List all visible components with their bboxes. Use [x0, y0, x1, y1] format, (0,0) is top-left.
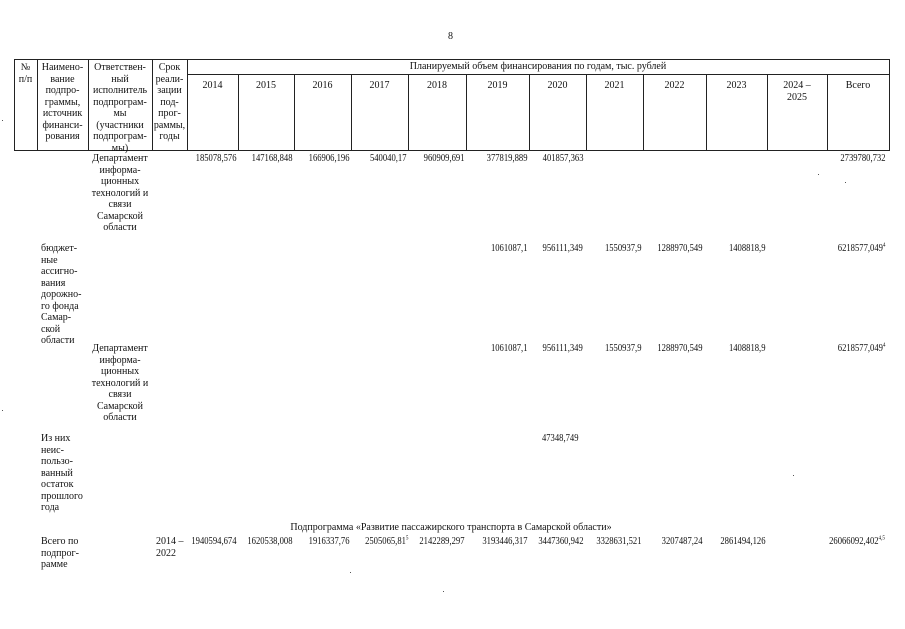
row5-2019: 3193446,317 [481, 536, 527, 547]
row1-2017: 540040,17 [369, 153, 406, 164]
row2-2023: 1408818,9 [728, 243, 765, 254]
scan-speck [818, 174, 819, 175]
row5-2016: 1916337,76 [308, 536, 349, 547]
header-funding-title: Планируемый объем финансирования по годам, тыс. рублей [409, 61, 667, 72]
row5-source: Всего по подпрог- рамме [41, 536, 79, 570]
year-total: Всего [845, 80, 871, 91]
scan-speck [793, 475, 794, 476]
row1-2019: 377819,889 [486, 153, 527, 164]
scan-speck [2, 410, 3, 411]
header-num: № п/п [18, 62, 33, 85]
row1-total: 2739780,732 [839, 153, 885, 164]
row5-2022: 3207487,24 [661, 536, 702, 547]
scan-speck [2, 120, 3, 121]
row5-total: 26066092,402$^{4,5}$ [829, 535, 885, 547]
row3-total: 6218577,049$^4$ [837, 342, 885, 354]
row3-2021: 1550937,9 [604, 343, 641, 354]
row3-2023: 1408818,9 [728, 343, 765, 354]
row5-2020: 3447360,942 [537, 536, 583, 547]
row1-2016: 166906,196 [308, 153, 349, 164]
year-2019: 2019 [487, 80, 508, 91]
row4-2020: 47348,749 [541, 433, 578, 444]
header-term: Срок реали- зации под- прог- раммы, годы [153, 62, 186, 142]
year-2014: 2014 [202, 80, 223, 91]
row5-term: 2014 – 2022 [156, 536, 184, 559]
row5-2017: 2505065,81$^5$ [364, 535, 408, 547]
header-name: Наимено- вание подпро- граммы, источник финанси- рования [41, 62, 84, 142]
header-responsible: Ответствен- ный исполнитель подпрограм- мы (участники подпрограм- мы) [92, 62, 148, 154]
row5-2021: 3328631,521 [595, 536, 641, 547]
row1-2014: 185078,576 [195, 153, 236, 164]
page-number: 8 [448, 31, 453, 42]
year-2022: 2022 [664, 80, 685, 91]
row3-executor: Департамент информа- ционных технологий и связи Самарской области [91, 343, 149, 423]
scan-speck [845, 182, 846, 183]
row2-source: бюджет- ные ассигно- вания дорожно- го фонда Самар- ской области [41, 243, 82, 346]
row5-2014: 1940594,674 [190, 536, 236, 547]
row3-2020: 956111,349 [542, 343, 583, 354]
scan-speck [443, 591, 444, 592]
row2-2019: 1061087,1 [490, 243, 527, 254]
year-2018: 2018 [427, 80, 447, 91]
row2-2021: 1550937,9 [604, 243, 641, 254]
scan-speck [350, 572, 351, 573]
row1-2015: 147168,848 [251, 153, 292, 164]
year-2023: 2023 [726, 80, 747, 91]
row2-2022: 1288970,549 [656, 243, 702, 254]
year-2021: 2021 [604, 80, 625, 91]
year-2020: 2020 [547, 80, 568, 91]
row1-2020: 401857,363 [542, 153, 583, 164]
row2-2020: 956111,349 [542, 243, 583, 254]
year-2016: 2016 [312, 80, 333, 91]
row1-2018: 960909,691 [423, 153, 464, 164]
subprogram-title: Подпрограмма «Развитие пассажирского транспорта в Самарской области» [290, 522, 612, 533]
year-2017: 2017 [369, 80, 390, 91]
row3-2019: 1061087,1 [490, 343, 527, 354]
row4-source: Из них неис- пользо- ванный остаток прошлого года [41, 433, 83, 513]
row5-2018: 2142289,297 [418, 536, 464, 547]
row1-executor: Департамент информа- ционных технологий и связи Самарской области [91, 153, 149, 233]
row5-2015: 1620538,008 [246, 536, 292, 547]
year-2015: 2015 [256, 80, 276, 91]
row3-2022: 1288970,549 [656, 343, 702, 354]
row5-2023: 2861494,126 [719, 536, 765, 547]
row2-total: 6218577,049$^4$ [837, 242, 885, 254]
year-2024-2025: 2024 – 2025 [783, 80, 811, 103]
